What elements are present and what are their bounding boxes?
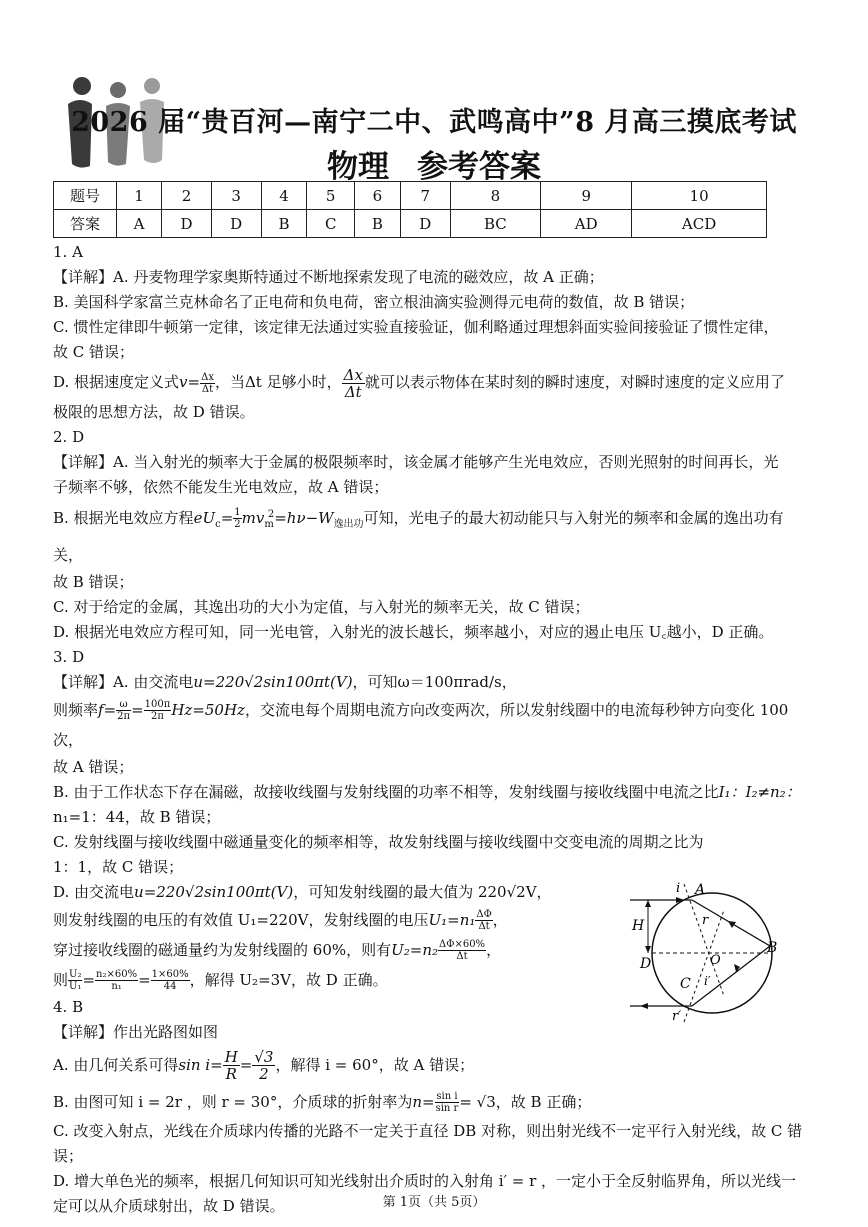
label-i: i <box>676 881 681 896</box>
table-cell: A <box>117 210 162 238</box>
q4-head: 4. B <box>53 997 84 1016</box>
table-cell: 7 <box>400 182 450 210</box>
q1-c2: 故 C 错误； <box>53 343 135 361</box>
fraction: $\frac{\text{n₂×60\%}}{\text{n₁}}$ <box>96 969 138 992</box>
row-label-answer: 答案 <box>54 210 117 238</box>
q2-d: D. 根据光电效应方程可知，同一光电管，入射光的波长越长，频率越小，对应的遏止电压 U꜀越小，D 正确。 <box>53 622 774 641</box>
fraction: $\frac{H}{R}$ <box>224 1048 238 1083</box>
table-cell: D <box>400 210 450 238</box>
q1-c1: C. 惯性定律即牛顿第一定律，该定律无法通过实验直接验证，伽利略通过理想斜面实验间接验证了惯性定律， <box>53 318 779 336</box>
q4-d1: D. 增大单色光的频率，根据几何知识可知光线射出介质时的入射角 i′ = r ，一定小于全反射临界角，所以光线一 <box>53 1171 797 1190</box>
q1-d2: 极限的思想方法，故 D 错误。 <box>53 402 255 421</box>
table-cell: 8 <box>450 182 541 210</box>
q2-a1: 【详解】A. 当入射光的频率大于金属的极限频率时，该金属才能够产生光电效应，否则光照射的时间再长，光 <box>53 452 779 471</box>
answer-table <box>53 181 767 238</box>
q3-d2: 则发射线圈的电压的有效值 U₁=220V，发射线圈的电压U₁=n₁ $\frac{\Delta\Phi}{\Delta t}$ ， <box>53 909 508 932</box>
row-label-number: 题号 <box>54 182 117 210</box>
q2-b: B. 根据光电效应方程$eU_c=$ $\frac{1}{2}$ $mv_m^2=h\nu-W_{逸出功}$可知，光电子的最大初动能只与入射光的频率和金属的逸出功有关， <box>53 507 784 564</box>
table-cell: 2 <box>162 182 212 210</box>
table-row-numbers <box>54 182 767 210</box>
table-cell: 4 <box>261 182 307 210</box>
fraction: $\frac{\Delta x}{\Delta t}$ <box>343 365 363 401</box>
fraction: $\frac{\omega}{2\pi}$ <box>117 699 131 722</box>
light-path-diagram <box>628 878 784 1024</box>
solution-body <box>53 240 813 1219</box>
q4-d2: 定可以从介质球射出，故 D 错误。 <box>53 1196 285 1215</box>
table-cell: C <box>307 210 355 238</box>
table-cell: 3 <box>211 182 261 210</box>
q1-d: D. 根据速度定义式v= $\frac{\Delta x}{\Delta t}$ ，当Δt 足够小时， $\frac{\Delta x}{\Delta t}$ 就可以表示物体在某时刻的瞬时速度，对瞬时速度的定义应用了 <box>53 365 785 401</box>
q2-b2: 故 B 错误； <box>53 572 134 591</box>
q2-a2: 子频率不够，依然不能发生光电效应，故 A 错误； <box>53 477 389 496</box>
q3-d1: D. 由交流电u=220√2sin100πt(V)，可知发射线圈的最大值为 220√2V， <box>53 882 552 901</box>
page-footer: 第 1页（共 5页） <box>382 1195 486 1210</box>
table-row-answers <box>54 210 767 238</box>
label-H: H <box>632 918 645 934</box>
table-cell: ACD <box>632 210 767 238</box>
fraction: $\frac{\Delta\Phi}{\Delta t}$ <box>476 909 492 932</box>
fraction: $\frac{√3}{2}$ <box>254 1048 274 1083</box>
table-cell: D <box>162 210 212 238</box>
subject-name: 物理 <box>327 149 389 185</box>
label-C: C <box>680 976 691 992</box>
table-cell: D <box>211 210 261 238</box>
table-cell: 5 <box>307 182 355 210</box>
table-cell: 6 <box>355 182 401 210</box>
label-r-prime: r′ <box>672 1009 682 1024</box>
q4-c2: 误； <box>53 1146 84 1165</box>
table-cell: 1 <box>117 182 162 210</box>
table-cell: 10 <box>632 182 767 210</box>
doc-type: 参考答案 <box>417 149 541 185</box>
fraction: $\frac{\text{U₂}}{\text{U₁}}$ <box>69 969 82 992</box>
label-D: D <box>640 956 652 972</box>
q4-intro: 【详解】作出光路图如图 <box>53 1022 219 1041</box>
label-A: A <box>695 882 706 898</box>
q2-c: C. 对于给定的金属，其逸出功的大小为定值，与入射光的频率无关，故 C 错误； <box>53 597 590 616</box>
label-O: O <box>710 953 721 968</box>
q3-d3: 穿过接收线圈的磁通量约为发射线圈的 60%，则有U₂=n₂ $\frac{\Delta\Phi\times 60\%}{\Delta t}$ ， <box>53 939 502 962</box>
q3-d4: 则 $\frac{\text{U₂}}{\text{U₁}}$ = $\frac{\text{n₂×60\%}}{\text{n₁}}$ = $\frac{1\times 60\%}{44}$ ，解得 U₂=3V，故 D 正确。 <box>53 969 388 992</box>
fraction: $\frac{\Delta x}{\Delta t}$ <box>201 371 214 395</box>
fraction: $\frac{100\pi}{2\pi}$ <box>144 699 171 722</box>
q1-b: B. 美国科学家富兰克林命名了正电荷和负电荷，密立根油滴实验测得元电荷的数值，故 B 错误； <box>53 293 695 311</box>
q3-a2: 故 A 错误； <box>53 757 134 776</box>
table-cell: AD <box>541 210 632 238</box>
fraction: $\frac{\Delta\Phi\times 60\%}{\Delta t}$ <box>439 939 486 962</box>
q1-a: 【详解】A. 丹麦物理学家奥斯特通过不断地探索发现了电流的磁效应，故 A 正确； <box>53 268 604 286</box>
table-cell: B <box>355 210 401 238</box>
fraction: $\frac{\text{sin i}}{\text{sin r}}$ <box>435 1091 459 1114</box>
exam-title: 2026 届“贵百河—南宁二中、武鸣高中”8 月高三摸底考试 <box>71 107 797 138</box>
table-cell: B <box>261 210 307 238</box>
label-B: B <box>767 940 778 956</box>
q3-a: 【详解】A. 由交流电u=220√2sin100πt(V)，可知ω＝100πrad/s， <box>53 672 517 691</box>
q3-head: 3. D <box>53 647 85 666</box>
q4-a: A. 由几何关系可得sin i= $\frac{H}{R}$ = $\frac{√3}{2}$ ，解得 i = 60°，故 A 错误； <box>53 1048 475 1083</box>
q3-b1: B. 由于工作状态下存在漏磁，故接收线圈与发射线圈的功率不相等，发射线圈与接收线圈中电流之比I₁：I₂≠n₂： <box>53 782 801 801</box>
table-cell: 9 <box>541 182 632 210</box>
q3-f: 则频率f= $\frac{\omega}{2\pi}$ = $\frac{100\pi}{2\pi}$ Hz=50Hz，交流电每个周期电流方向改变两次，所以发射线圈中的电流每秒钟方向变化 100 次， <box>53 699 789 749</box>
q4-b: B. 由图可知 i = 2r ，则 r = 30°，介质球的折射率为n= $\frac{\text{sin i}}{\text{sin r}}$ = √3，故 B 正确； <box>53 1091 592 1114</box>
q3-b2: n₁=1：44，故 B 错误； <box>53 807 221 826</box>
label-i-prime: i′ <box>704 974 711 988</box>
label-r: r <box>702 913 709 928</box>
q1-head: 1. A <box>53 243 83 261</box>
q3-c1: C. 发射线圈与接收线圈中磁通量变化的频率相等，故发射线圈与接收线圈中交变电流的周期之比为 <box>53 832 704 851</box>
q3-c2: 1：1，故 C 错误； <box>53 857 184 876</box>
q4-c1: C. 改变入射点，光线在介质球内传播的光路不一定关于直径 DB 对称，则出射光线不一定平行入射光线，故 C 错 <box>53 1121 803 1140</box>
q2-head: 2. D <box>53 427 85 446</box>
fraction: $\frac{1}{2}$ <box>234 507 241 530</box>
subject-title <box>0 141 868 186</box>
fraction: $\frac{1\times 60\%}{44}$ <box>151 969 189 992</box>
table-cell: BC <box>450 210 541 238</box>
